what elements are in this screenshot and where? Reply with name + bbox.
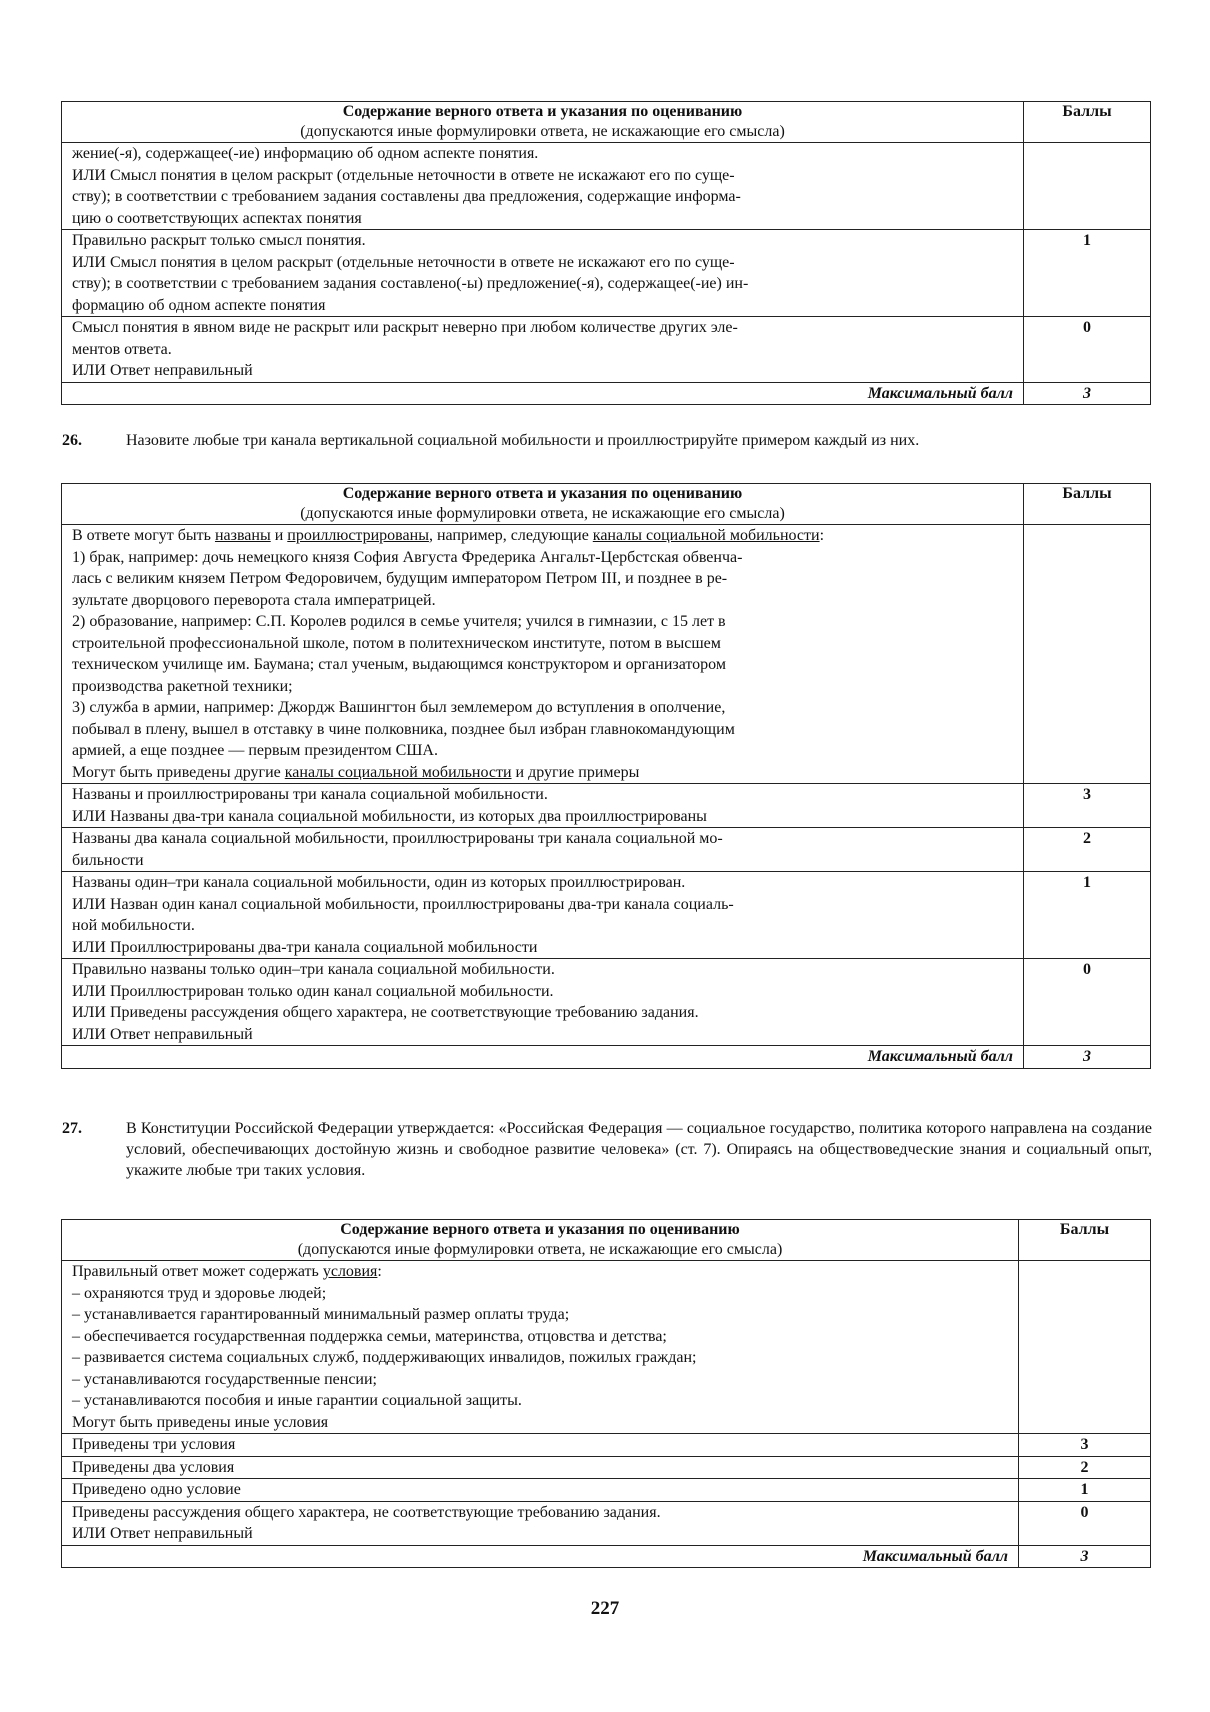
header-content-cell — [62, 484, 1024, 525]
criteria-cell: Приведены три условия — [62, 1434, 1019, 1457]
table-row — [62, 143, 1151, 230]
points-cell — [1019, 1261, 1151, 1434]
table-row — [62, 828, 1151, 872]
table-header — [62, 484, 1151, 525]
question-number: 27. — [62, 1120, 82, 1137]
max-score-row — [62, 1545, 1151, 1568]
header-points-cell: Баллы — [1024, 484, 1151, 525]
points-cell — [1024, 525, 1151, 784]
criteria-cell: Названы два канала социальной мобильности, проиллюстрированы три канала социальной мо- бильности — [62, 828, 1024, 872]
criteria-cell: Названы и проиллюстрированы три канала социальной мобильности. ИЛИ Названы два-три канала социальной мобильности, из которых два проиллюстрированы — [62, 784, 1024, 828]
header-content-cell — [62, 1220, 1019, 1261]
header-subtitle: (допускаются иные формулировки ответа, не искажающие его смысла) — [297, 1241, 783, 1258]
points-cell: 0 — [1019, 1501, 1151, 1545]
header-points-cell: Баллы — [1024, 102, 1151, 143]
table-row — [62, 230, 1151, 317]
answer-intro: В ответе могут быть названы и проиллюстрированы, например, следующие каналы социальной мобильности: — [72, 527, 825, 544]
criteria-table-27 — [61, 1219, 1151, 1568]
points-cell: 1 — [1024, 872, 1151, 959]
points-cell: 1 — [1024, 230, 1151, 317]
table-row — [62, 872, 1151, 959]
points-cell: 2 — [1019, 1456, 1151, 1479]
table-header — [62, 1220, 1151, 1261]
question-text: В Конституции Российской Федерации утверждается: «Российская Федерация — социальное государство, политика которого направлена на создание условий, обеспечивающих достойную жизнь и свободное развитие человека» (ст. 7). Опираясь на обществоведческие знания и социальный опыт, укажите любые три таких условия. — [126, 1120, 1152, 1179]
table-header — [62, 102, 1151, 143]
max-score-label: Максимальный балл — [62, 1046, 1024, 1069]
criteria-cell: Правильно раскрыт только смысл понятия. ИЛИ Смысл понятия в целом раскрыт (отдельные неточности в ответе не искажают его по суще- ству); в соответствии с требованием задания составлено(-ы) предложение(-я), содержащее(-ие) ин- формацию об одном аспекте понятия — [62, 230, 1024, 317]
max-score-value: 3 — [1024, 1046, 1151, 1069]
max-score-value: 3 — [1024, 382, 1151, 405]
answer-outro: Могут быть приведены другие каналы социальной мобильности и другие примеры — [72, 763, 640, 781]
points-cell: 3 — [1019, 1434, 1151, 1457]
max-score-label: Максимальный балл — [62, 382, 1024, 405]
answer-content-cell: В ответе могут быть названы и проиллюстрированы, например, следующие каналы социальной мобильности: 1) брак, например: дочь немецкого князя София Августа Фредерика Ангальт-Цербстская обвенча- лась с великим князем Петром Федоровичем, будущим императором Петром III, и позднее в ре- зультате дворцового переворота стала императрицей. 2) образование, например: С.П. Королев родился в семье учителя; учился в гимназии, с 15 лет в строительной профессиональной школе, потом в политехническом институте, потом в высшем техническом училище им. Баумана; стал ученым, выдающимся конструктором и организатором производства ракетной техники; 3) служба в армии, например: Джордж Вашингтон был землемером до вступления в ополчение, побывал в плену, вышел в отставку в чине полковника, позднее был избран главнокомандующим армией, а еще позднее — первым президентом США. Могут быть приведены другие каналы социальной мобильности и другие примеры — [62, 525, 1024, 784]
header-points-cell: Баллы — [1019, 1220, 1151, 1261]
table-row — [62, 317, 1151, 383]
header-title: Содержание верного ответа и указания по оцениванию — [340, 1221, 740, 1238]
criteria-cell: Приведено одно условие — [62, 1479, 1019, 1502]
points-cell — [1024, 143, 1151, 230]
points-cell: 2 — [1024, 828, 1151, 872]
table-row — [62, 959, 1151, 1046]
table-row — [62, 1456, 1151, 1479]
max-score-row — [62, 1046, 1151, 1069]
max-score-label: Максимальный балл — [62, 1545, 1019, 1568]
page-number: 227 — [590, 1598, 620, 1619]
table-row — [62, 525, 1151, 784]
question-number: 26. — [62, 432, 82, 449]
max-score-value: 3 — [1019, 1545, 1151, 1568]
criteria-cell: Смысл понятия в явном виде не раскрыт или раскрыт неверно при любом количестве других эле- ментов ответа. ИЛИ Ответ неправильный — [62, 317, 1024, 383]
table-row — [62, 784, 1151, 828]
table-row — [62, 1434, 1151, 1457]
criteria-cell: Приведены рассуждения общего характера, не соответствующие требованию задания. ИЛИ Ответ неправильный — [62, 1501, 1019, 1545]
table-row — [62, 1261, 1151, 1434]
points-cell: 0 — [1024, 317, 1151, 383]
points-cell: 1 — [1019, 1479, 1151, 1502]
criteria-cell: Правильно названы только один–три канала социальной мобильности. ИЛИ Проиллюстрирован только один канал социальной мобильности. ИЛИ Приведены рассуждения общего характера, не соответствующие требованию задания. ИЛИ Ответ неправильный — [62, 959, 1024, 1046]
answer-content-cell: Правильный ответ может содержать условия: – охраняются труд и здоровье людей; – устанавливается гарантированный минимальный размер оплаты труда; – обеспечивается государственная поддержка семьи, материнства, отцовства и детства; – развивается система социальных служб, поддерживающих инвалидов, пожилых граждан; – устанавливаются государственные пенсии; – устанавливаются пособия и иные гарантии социальной защиты. Могут быть приведены иные условия — [62, 1261, 1019, 1434]
table-row — [62, 1501, 1151, 1545]
header-title: Содержание верного ответа и указания по оцениванию — [342, 103, 743, 120]
criteria-cell: Названы один–три канала социальной мобильности, один из которых проиллюстрирован. ИЛИ Назван один канал социальной мобильности, проиллюстрированы два-три канала социаль- ной мобильности. ИЛИ Проиллюстрированы два-три канала социальной мобильности — [62, 872, 1024, 959]
header-title: Содержание верного ответа и указания по оцениванию — [342, 485, 743, 502]
criteria-table-26 — [61, 483, 1151, 1069]
criteria-cell: жение(-я), содержащее(-ие) информацию об одном аспекте понятия. ИЛИ Смысл понятия в целом раскрыт (отдельные неточности в ответе не искажают его по суще- ству); в соответствии с требованием задания составлены два предложения, содержащие информа- цию о соответствующих аспектах понятия — [62, 143, 1024, 230]
table-row — [62, 1479, 1151, 1502]
points-cell: 0 — [1024, 959, 1151, 1046]
header-subtitle: (допускаются иные формулировки ответа, не искажающие его смысла) — [300, 123, 785, 140]
question-27 — [62, 1118, 1152, 1181]
question-26 — [62, 430, 1152, 451]
question-text: Назовите любые три канала вертикальной социальной мобильности и проиллюстрируйте примером каждый из них. — [126, 432, 920, 449]
header-subtitle: (допускаются иные формулировки ответа, не искажающие его смысла) — [300, 505, 785, 522]
max-score-row — [62, 382, 1151, 405]
criteria-table-25 — [61, 101, 1151, 405]
criteria-cell: Приведены два условия — [62, 1456, 1019, 1479]
answer-intro: Правильный ответ может содержать условия: — [72, 1263, 382, 1280]
points-cell: 3 — [1024, 784, 1151, 828]
header-content-cell — [62, 102, 1024, 143]
